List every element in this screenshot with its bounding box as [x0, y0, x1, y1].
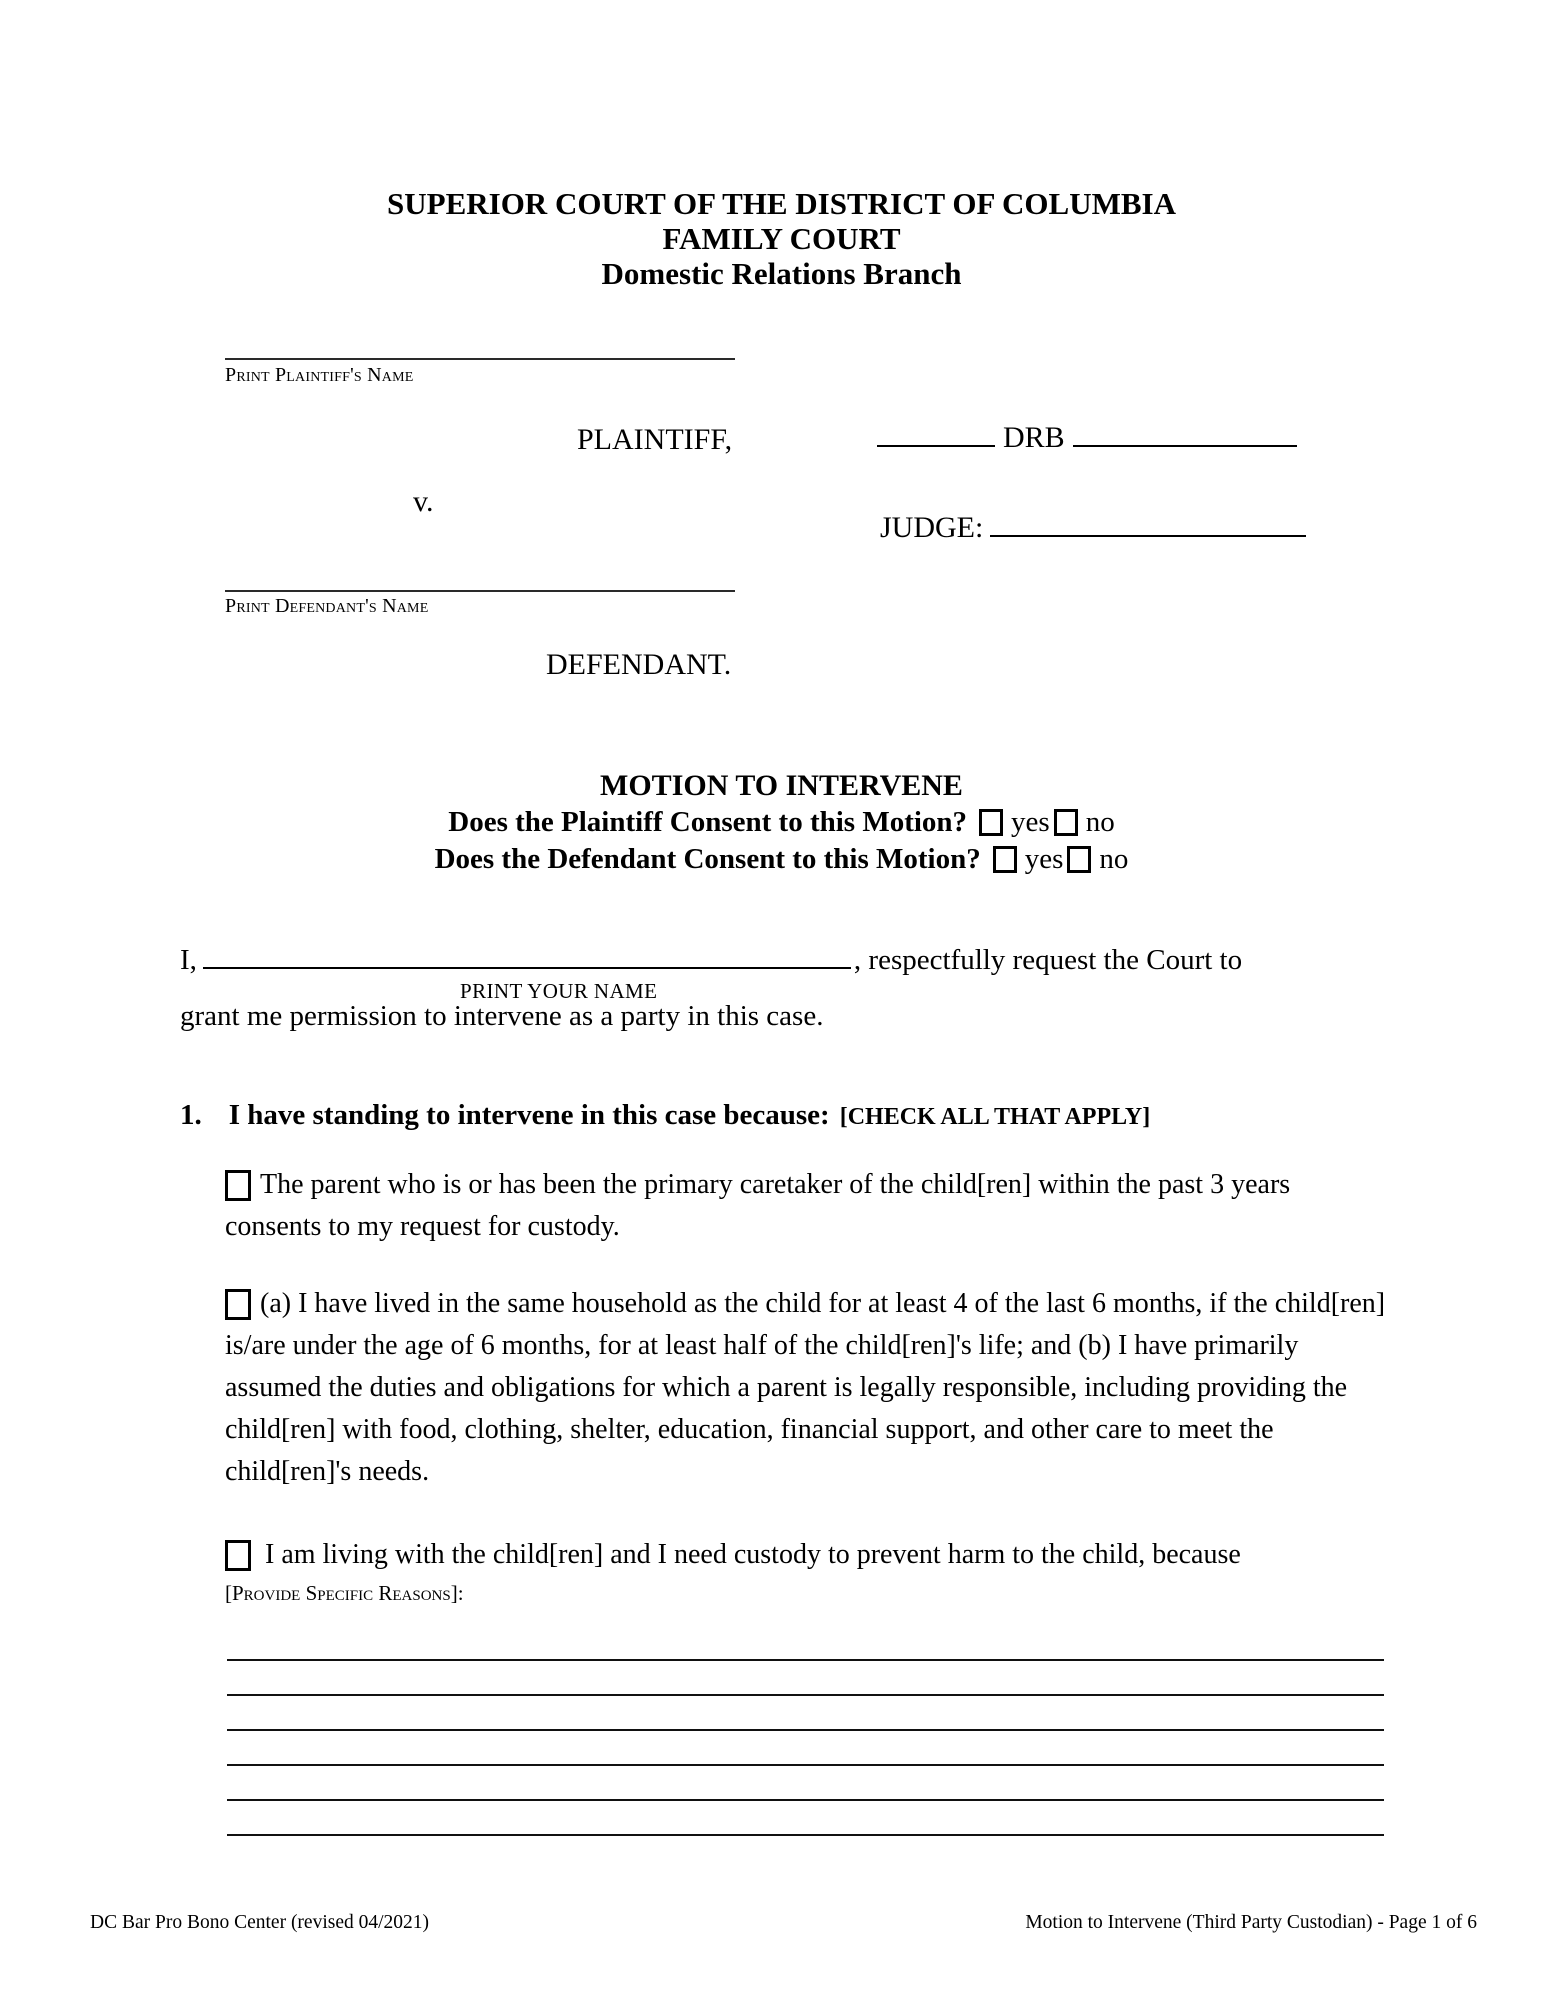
judge-label: JUDGE:: [880, 511, 984, 544]
defendant-consent-yes-checkbox[interactable]: [993, 846, 1017, 873]
reason-line-5[interactable]: [227, 1799, 1384, 1801]
plaintiff-consent-question: Does the Plaintiff Consent to this Motion?: [448, 806, 968, 838]
court-division: FAMILY COURT: [662, 221, 901, 256]
judge-field[interactable]: [990, 535, 1306, 537]
standing-item-2-checkbox[interactable]: [225, 1289, 251, 1320]
court-header: [0, 186, 1545, 291]
section1-number: 1.: [180, 1099, 202, 1131]
reason-line-3[interactable]: [227, 1729, 1384, 1731]
defendant-name-field[interactable]: [225, 590, 735, 592]
your-name-field[interactable]: [203, 967, 851, 969]
standing-item-2-text: (a) I have lived in the same household as the child for at least 4 of the last 6 months, if the child[ren] is/are under the age of 6 months, for at least half of the child[ren]'s life; and (b) I have primarily assumed the duties and obligations for which a parent is legally responsible, including providing the child[ren] with food, clothing, shelter, education, financial support, and other care to meet the child[ren]'s needs.: [225, 1288, 1386, 1487]
case-number-label: DRB: [1003, 421, 1065, 454]
plaintiff-name-field[interactable]: [225, 358, 735, 360]
plaintiff-role-label: PLAINTIFF,: [577, 423, 733, 456]
standing-item-1-text: The parent who is or has been the primary caretaker of the child[ren] within the past 3 years consents to my request for custody.: [225, 1169, 1291, 1242]
standing-item-1: [225, 1164, 1390, 1248]
plaintiff-consent-yes-checkbox[interactable]: [979, 809, 1003, 836]
reason-line-6[interactable]: [227, 1834, 1384, 1836]
standing-item-1-checkbox[interactable]: [225, 1170, 251, 1201]
plaintiff-consent-no-label: no: [1085, 806, 1115, 838]
standing-item-3-text: I am living with the child[ren] and I need custody to prevent harm to the child, because: [265, 1539, 1241, 1570]
print-your-name-hint: PRINT YOUR NAME: [460, 979, 658, 1003]
court-branch: Domestic Relations Branch: [601, 256, 962, 291]
footer-left: DC Bar Pro Bono Center (revised 04/2021): [90, 1912, 430, 1933]
section1-heading: [180, 1099, 1150, 1132]
plaintiff-consent-no-checkbox[interactable]: [1054, 809, 1078, 836]
motion-title-block: [0, 767, 1545, 878]
provide-reasons-label: [Provide Specific Reasons]:: [225, 1581, 464, 1605]
motion-title: MOTION TO INTERVENE: [600, 769, 963, 802]
case-number-suffix-field[interactable]: [1073, 445, 1297, 447]
section1-title: I have standing to intervene in this case because:: [228, 1099, 830, 1131]
standing-item-2: [225, 1283, 1390, 1493]
reason-line-4[interactable]: [227, 1764, 1384, 1766]
case-number-prefix-field[interactable]: [877, 445, 995, 447]
case-number-row: [874, 421, 1300, 455]
reason-line-1[interactable]: [227, 1659, 1384, 1661]
defendant-role-label: DEFENDANT.: [546, 648, 732, 681]
judge-row: [880, 511, 1309, 545]
court-name: SUPERIOR COURT OF THE DISTRICT OF COLUMBIA: [387, 186, 1176, 221]
versus-label: v.: [413, 485, 434, 518]
intro-suffix: , respectfully request the Court to: [853, 944, 1243, 976]
standing-item-3: [225, 1534, 1390, 1611]
section1-title-note: [CHECK ALL THAT APPLY]: [839, 1104, 1151, 1130]
footer-right: Motion to Intervene (Third Party Custodian) - Page 1 of 6: [1025, 1912, 1477, 1933]
plaintiff-name-label: Print Plaintiff's Name: [225, 364, 414, 386]
intro-row: [180, 944, 1242, 977]
plaintiff-consent-yes-label: yes: [1011, 806, 1050, 838]
defendant-consent-question: Does the Defendant Consent to this Motion?: [434, 843, 981, 875]
reason-line-2[interactable]: [227, 1694, 1384, 1696]
defendant-consent-yes-label: yes: [1024, 843, 1064, 875]
defendant-consent-row: [18, 841, 1545, 878]
defendant-consent-no-label: no: [1099, 843, 1129, 875]
plaintiff-consent-row: [18, 804, 1545, 841]
standing-item-3-checkbox[interactable]: [225, 1540, 251, 1571]
intro-prefix: I,: [180, 944, 197, 976]
defendant-name-label: Print Defendant's Name: [225, 595, 429, 617]
intro-continuation: grant me permission to intervene as a party in this case.: [180, 1000, 824, 1032]
defendant-consent-no-checkbox[interactable]: [1067, 846, 1091, 873]
